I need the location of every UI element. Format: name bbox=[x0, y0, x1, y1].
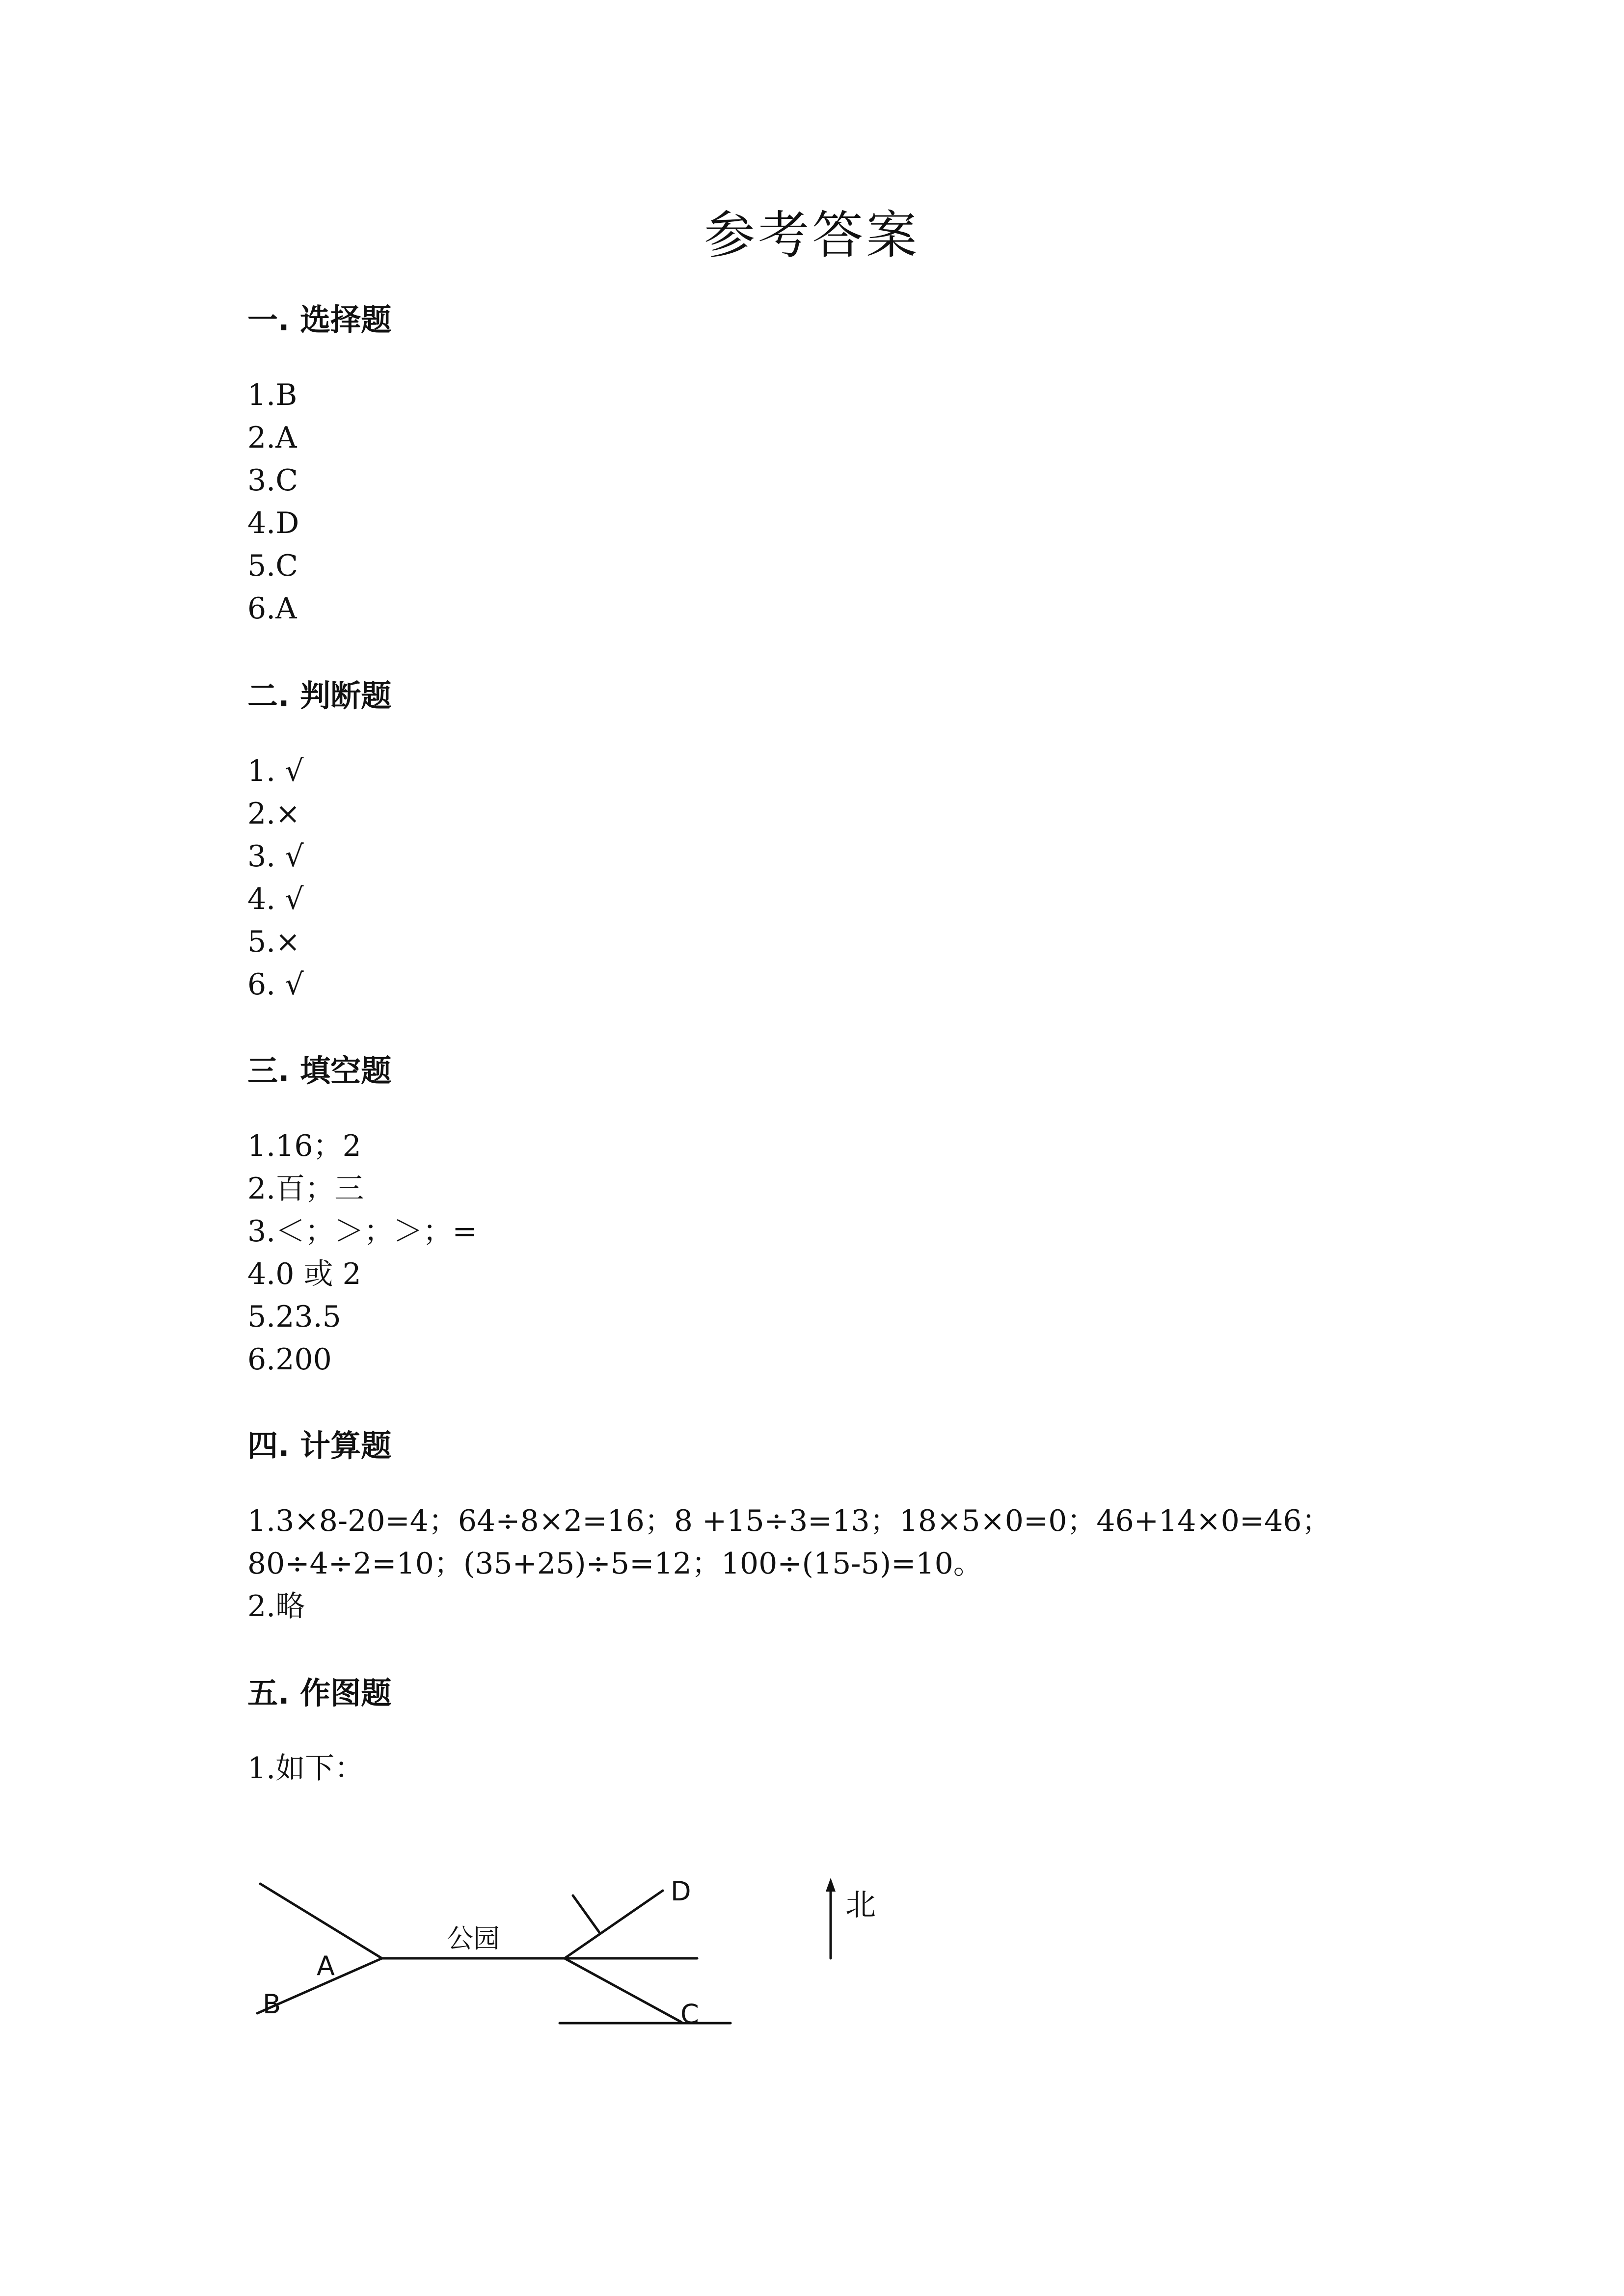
north-arrow-icon bbox=[826, 1878, 836, 1892]
section-heading: 二. 判断题 bbox=[247, 678, 392, 714]
section-heading: 四. 计算题 bbox=[247, 1428, 392, 1464]
section-calc bbox=[247, 1426, 1331, 1628]
page-title: 参考答案 bbox=[704, 205, 920, 265]
answer-list bbox=[247, 1500, 1331, 1628]
answer-item: 2.百；三 bbox=[247, 1172, 364, 1206]
answer-item: 3.C bbox=[247, 463, 298, 498]
calc-line: 80÷4÷2=10；(35+25)÷5=12；100÷(15-5)=10。 bbox=[247, 1547, 983, 1581]
answer-item: 5.C bbox=[247, 549, 298, 583]
section-judge bbox=[247, 676, 391, 1006]
answer-item: 5.× bbox=[247, 925, 300, 959]
section-fill bbox=[247, 1051, 477, 1381]
answer-item: 3. √ bbox=[247, 839, 304, 874]
section-heading: 三. 填空题 bbox=[247, 1053, 392, 1089]
answer-item: 2.A bbox=[247, 421, 297, 455]
answer-item: 1.如下： bbox=[247, 1751, 364, 1786]
answer-item: 3.＜；＞；＞；= bbox=[247, 1214, 477, 1249]
section-heading: 五. 作图题 bbox=[247, 1675, 392, 1711]
answer-item: 2.× bbox=[247, 797, 300, 831]
answer-item: 4.0 或 2 bbox=[247, 1257, 361, 1291]
section-heading: 一. 选择题 bbox=[247, 302, 392, 338]
label-a: A bbox=[317, 1950, 335, 1981]
answer-list bbox=[247, 374, 391, 630]
label-north: 北 bbox=[845, 1887, 876, 1922]
answer-item: 5.23.5 bbox=[247, 1300, 341, 1334]
answer-item: 6.200 bbox=[247, 1342, 332, 1377]
label-b: B bbox=[263, 1989, 281, 2020]
label-c: C bbox=[680, 1999, 699, 2029]
answer-item: 1. √ bbox=[247, 754, 304, 788]
calc-line: 1.3×8-20=4；64÷8×2=16；8 +15÷3=13；18×5×0=0；46+14×0=46； bbox=[247, 1504, 1331, 1538]
answer-item: 4. √ bbox=[247, 882, 304, 916]
answer-item: 1.16；2 bbox=[247, 1129, 361, 1163]
answer-item: 1.B bbox=[247, 378, 298, 412]
calc-line: 2.略 bbox=[247, 1589, 305, 1624]
answer-list bbox=[247, 1747, 391, 1790]
answer-list bbox=[247, 1125, 477, 1381]
answer-item: 6. √ bbox=[247, 967, 304, 1002]
answer-item: 4.D bbox=[247, 506, 299, 540]
short-branch-line bbox=[573, 1896, 599, 1932]
answer-list bbox=[247, 750, 391, 1006]
line-to-d bbox=[565, 1891, 663, 1958]
line-to-a-upper bbox=[260, 1884, 382, 1958]
label-park: 公园 bbox=[447, 1923, 500, 1954]
label-d: D bbox=[671, 1876, 691, 1907]
section-choice bbox=[247, 300, 391, 630]
section-draw bbox=[247, 1674, 391, 1790]
answer-item: 6.A bbox=[247, 591, 297, 626]
line-to-c bbox=[565, 1958, 681, 2022]
direction-diagram bbox=[245, 1860, 933, 2047]
